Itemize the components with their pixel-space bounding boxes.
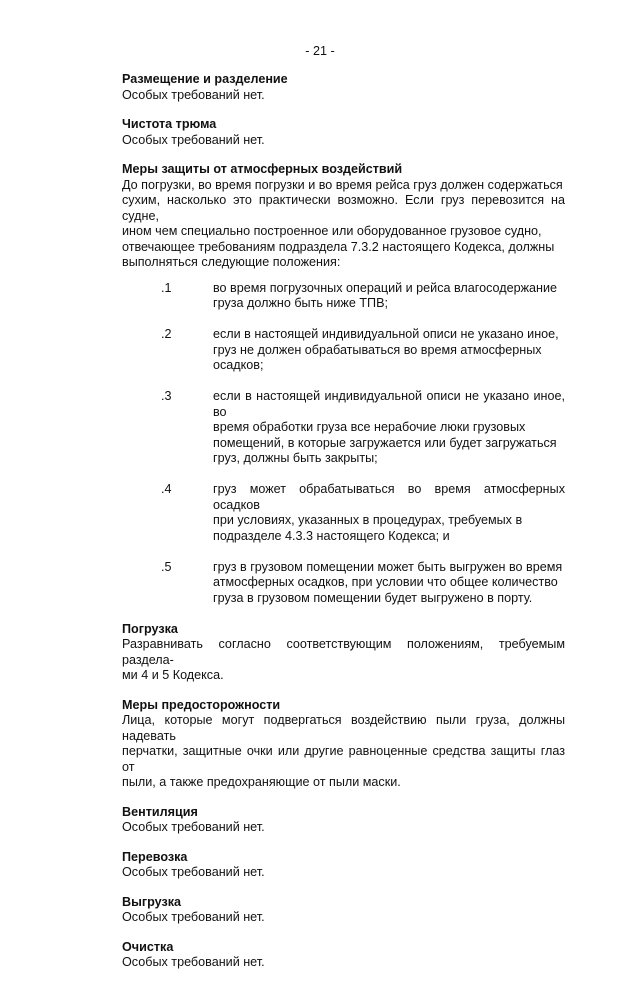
section-heading: Перевозка (122, 849, 188, 864)
paragraph-line: Особых требований нет. (122, 955, 265, 969)
list-item-line: помещений, в которые загружается или будет загружаться (213, 435, 557, 450)
section (122, 117, 565, 148)
section-heading: Меры предосторожности (122, 697, 281, 712)
list-item-line: груз в грузовом помещении может быть выгружен во время (213, 559, 563, 574)
paragraph-line: Особых требований нет. (122, 910, 265, 924)
list-item-line: груза должно быть ниже ТПВ; (213, 296, 388, 310)
paragraph-line: Особых требований нет. (122, 87, 265, 102)
section (122, 895, 565, 926)
list-item-line: если в настоящей индивидуальной описи не указано иное, во (213, 389, 565, 419)
paragraph-line: До погрузки, во время погрузки и во время рейса груз должен содержаться (122, 177, 563, 192)
paragraph-line: пыли, а также предохраняющие от пыли маски. (122, 775, 401, 789)
list-item-line: груз, должны быть закрыты; (213, 451, 378, 465)
list-item (122, 389, 565, 467)
list-item (122, 482, 565, 544)
list-item-number: .2 (161, 327, 172, 341)
list-item-line: груза в грузовом помещении будет выгружено в порту. (213, 590, 533, 605)
paragraph-line: Особых требований нет. (122, 132, 265, 147)
list-item-number: .5 (161, 559, 172, 574)
list-item (122, 327, 565, 374)
list-item-line: подразделе 4.3.3 настоящего Кодекса; и (213, 528, 450, 543)
list-item-text (213, 482, 565, 544)
section-heading: Вентиляция (122, 804, 198, 819)
list-item-line: атмосферных осадков, при условии что общее количество (213, 575, 558, 589)
list-item (122, 281, 565, 312)
section-heading: Чистота трюма (122, 117, 217, 131)
section (122, 698, 565, 791)
section (122, 805, 565, 836)
list-item-line: груз не должен обрабатываться во время атмосферных (213, 342, 542, 357)
page-number: - 21 - (305, 44, 335, 58)
paragraph-line: Особых требований нет. (122, 820, 265, 834)
paragraph-line: сухим, насколько это практически возможно. Если груз перевозится на судне, (122, 193, 565, 223)
paragraph-line: отвечающее требованиям подраздела 7.3.2 настоящего Кодекса, должны (122, 239, 555, 254)
section-heading: Выгрузка (122, 894, 182, 909)
numbered-list (122, 281, 565, 607)
list-item-text (213, 389, 565, 467)
document-body (122, 72, 565, 985)
paragraph-line: ми 4 и 5 Кодекса. (122, 668, 224, 682)
list-item-line: груз может обрабатываться во время атмосферных осадков (213, 482, 565, 512)
list-item-text (213, 560, 565, 607)
list-item-line: осадков; (213, 358, 264, 372)
section-heading: Очистка (122, 939, 174, 954)
section-heading: Меры защиты от атмосферных воздействий (122, 162, 403, 176)
list-item-line: во время погрузочных операций и рейса влагосодержание (213, 280, 558, 295)
section-heading: Размещение и разделение (122, 72, 288, 86)
list-item-line: при условиях, указанных в процедурах, требуемых в (213, 513, 523, 527)
list-item-number: .3 (161, 389, 172, 403)
paragraph-line: перчатки, защитные очки или другие равноценные средства защиты глаз от (122, 744, 565, 774)
paragraph-line: Разравнивать согласно соответствующим положениям, требуемым раздела- (122, 637, 565, 667)
section-heading: Погрузка (122, 621, 178, 636)
section (122, 72, 565, 103)
list-item-line: если в настоящей индивидуальной описи не указано иное, (213, 327, 559, 341)
paragraph-line: Лица, которые могут подвергаться воздействию пыли груза, должны надевать (122, 713, 565, 743)
section (122, 850, 565, 881)
list-item-number: .1 (161, 280, 172, 295)
section (122, 940, 565, 971)
section (122, 162, 565, 606)
list-item-text (213, 281, 565, 312)
list-item (122, 560, 565, 607)
paragraph-line: выполняться следующие положения: (122, 255, 341, 269)
list-item-number: .4 (161, 482, 172, 496)
list-item-text (213, 327, 565, 374)
paragraph-line: Особых требований нет. (122, 865, 265, 879)
section (122, 622, 565, 684)
list-item-line: время обработки груза все нерабочие люки грузовых (213, 420, 526, 434)
paragraph-line: ином чем специально построенное или оборудованное грузовое судно, (122, 224, 542, 238)
